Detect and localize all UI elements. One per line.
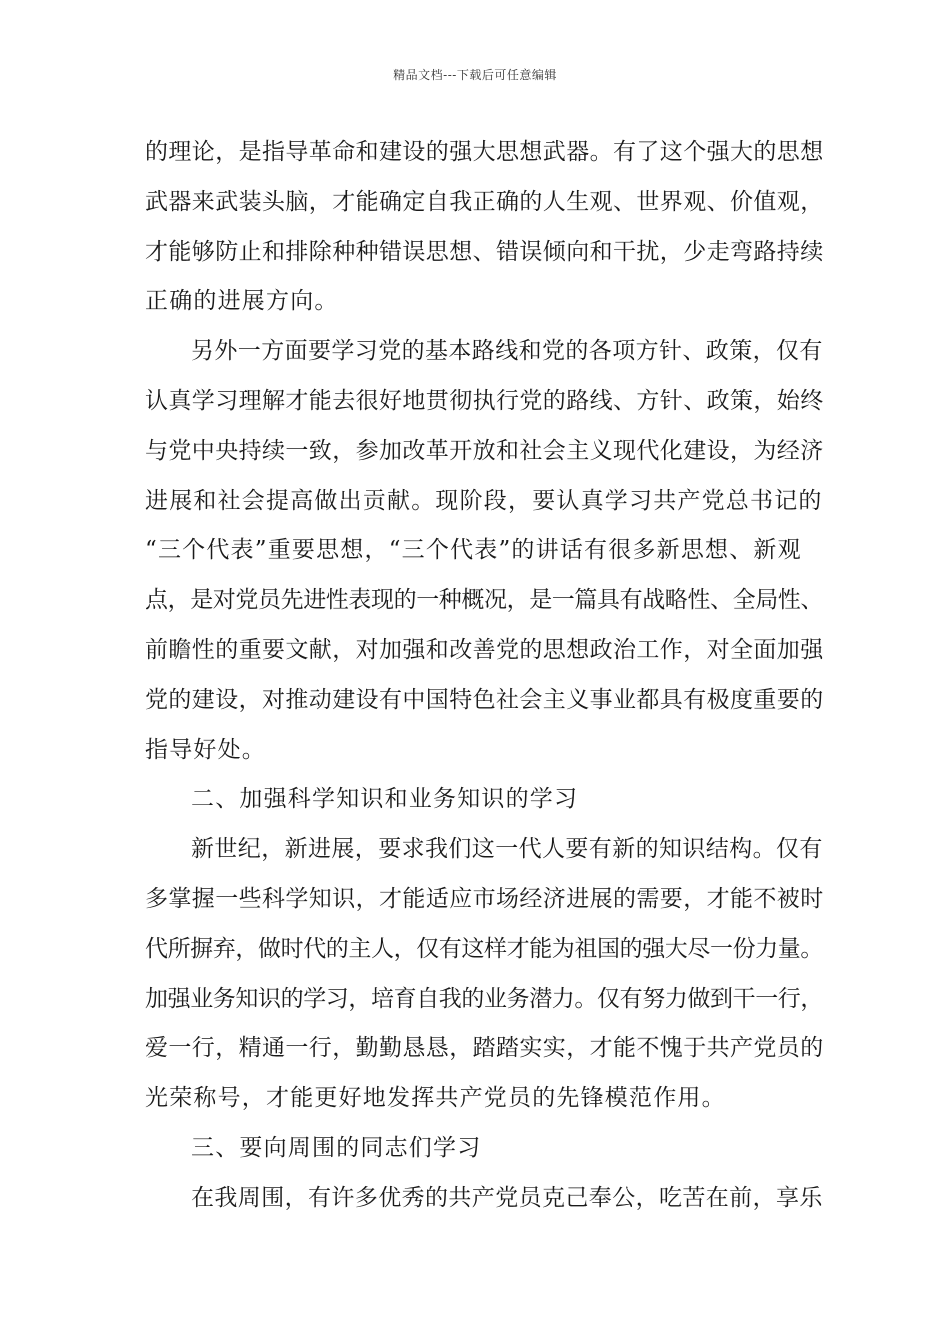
text-line: 进展和社会提高做出贡献。现阶段，要认真学习共产党总书记的: [145, 487, 823, 514]
text-line: 才能够防止和排除种种错误思想、错误倾向和干扰，少走弯路持续: [145, 238, 824, 265]
text-line: 二、加强科学知识和业务知识的学习: [191, 786, 579, 813]
text-line: 与党中央持续一致，参加改革开放和社会主义现代化建设，为经济: [145, 437, 824, 464]
text-line: 正确的进展方向。: [145, 288, 339, 315]
text-line: 加强业务知识的学习，培育自我的业务潜力。仅有努力做到干一行，: [145, 985, 824, 1012]
text-line: 新世纪，新进展，要求我们这一代人要有新的知识结构。仅有: [191, 836, 823, 863]
text-line: 点，是对党员先进性表现的一种概况，是一篇具有战略性、全局性、: [145, 587, 824, 614]
text-line: 多掌握一些科学知识，才能适应市场经济进展的需要，才能不被时: [145, 885, 824, 912]
text-line: 指导好处。: [145, 736, 266, 763]
text-line: 武器来武装头脑，才能确定自我正确的人生观、世界观、价值观，: [145, 188, 824, 215]
text-line: 党的建设，对推动建设有中国特色社会主义事业都具有极度重要的: [145, 686, 824, 713]
text-line: 的理论，是指导革命和建设的强大思想武器。有了这个强大的思想: [145, 139, 824, 165]
text-line: 三、要向周围的同志们学习: [191, 1134, 482, 1161]
text-line: 光荣称号，才能更好地发挥共产党员的先锋模范作用。: [145, 1085, 726, 1112]
text-line: 认真学习理解才能去很好地贯彻执行党的路线、方针、政策，始终: [145, 387, 824, 414]
text-line: 在我周围，有许多优秀的共产党员克己奉公，吃苦在前，享乐: [191, 1184, 823, 1211]
document-body: [145, 128, 825, 1224]
text-line: 爱一行，精通一行，勤勤恳恳，踏踏实实，才能不愧于共产党员的: [145, 1035, 824, 1062]
text-line: 前瞻性的重要文献，对加强和改善党的思想政治工作，对全面加强: [145, 636, 824, 663]
text-line: 另外一方面要学习党的基本路线和党的各项方针、政策，仅有: [191, 338, 823, 365]
text-line: “三个代表”重要思想，“三个代表”的讲话有很多新思想、新观: [145, 537, 802, 564]
page-header: 精品文档---下载后可任意编辑: [393, 68, 557, 82]
text-line: 代所摒弃，做时代的主人，仅有这样才能为祖国的强大尽一份力量。: [145, 935, 824, 962]
